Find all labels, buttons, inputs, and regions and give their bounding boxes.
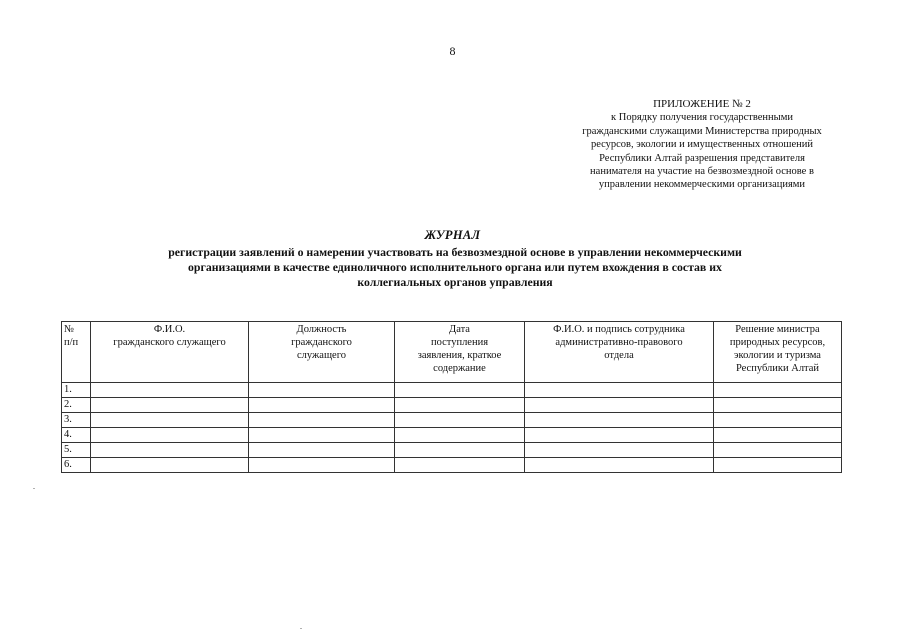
page-number: 8 <box>449 44 456 58</box>
table-row <box>62 443 842 458</box>
table-cell <box>395 428 525 443</box>
table-cell <box>395 383 525 398</box>
header-cell-employee-signature <box>525 322 714 383</box>
table-cell <box>525 413 714 428</box>
row-number-cell: 5. <box>62 443 91 458</box>
header-line: гражданского <box>291 337 352 348</box>
table-cell <box>395 398 525 413</box>
header-line: служащего <box>297 350 346 361</box>
appendix-line: нанимателя на участие на безвозмездной основе в <box>590 166 814 178</box>
row-number-cell: 6. <box>62 458 91 473</box>
table-cell <box>395 443 525 458</box>
table-cell <box>91 398 249 413</box>
table-cell <box>91 413 249 428</box>
header-line: экологии и туризма <box>734 350 821 361</box>
appendix-line: ресурсов, экологии и имущественных отношений <box>590 139 814 151</box>
appendix-heading: ПРИЛОЖЕНИЕ № 2 <box>653 98 751 110</box>
row-number-cell: 3. <box>62 413 91 428</box>
table-cell <box>395 413 525 428</box>
header-line: содержание <box>433 363 486 374</box>
appendix-line: к Порядку получения государственными <box>611 112 793 124</box>
header-line: п/п <box>64 337 79 348</box>
header-cell-minister-decision <box>714 322 842 383</box>
table-row <box>62 398 842 413</box>
table-cell <box>714 383 842 398</box>
header-line: Республики Алтай <box>735 363 820 374</box>
table-cell <box>525 398 714 413</box>
appendix-line: управлении некоммерческими организациями <box>598 179 806 191</box>
appendix-line: гражданскими служащими Министерства природных <box>582 125 822 137</box>
table-cell <box>395 458 525 473</box>
row-number-cell: 4. <box>62 428 91 443</box>
row-number-cell: 2. <box>62 398 91 413</box>
table-header-row <box>62 322 842 383</box>
table-row <box>62 413 842 428</box>
table-cell <box>525 428 714 443</box>
appendix-line: Республики Алтай разрешения представителя <box>599 152 805 164</box>
table-cell <box>91 428 249 443</box>
header-cell-position <box>249 322 395 383</box>
table-cell <box>91 383 249 398</box>
header-line: Ф.И.О. и подпись сотрудника <box>553 324 685 335</box>
table-cell <box>525 458 714 473</box>
header-cell-full-name <box>91 322 249 383</box>
table-cell <box>249 443 395 458</box>
row-number-cell: 1. <box>62 383 91 398</box>
register-table <box>61 321 842 473</box>
header-line: поступления <box>430 337 489 348</box>
header-line: Дата <box>449 324 470 335</box>
header-line: заявления, краткое <box>417 350 502 361</box>
journal-subtitle-line: коллегиальных органов управления <box>357 275 553 289</box>
header-line: административно-правового <box>555 337 683 348</box>
table-cell <box>525 383 714 398</box>
scan-speck <box>33 488 35 489</box>
table-cell <box>249 458 395 473</box>
header-line: Ф.И.О. <box>153 324 186 335</box>
journal-subtitle <box>60 245 850 290</box>
journal-title: ЖУРНАЛ <box>424 228 481 242</box>
table-cell <box>525 443 714 458</box>
header-line: Должность <box>296 324 347 335</box>
header-cell-date <box>395 322 525 383</box>
table-cell <box>714 413 842 428</box>
table-cell <box>91 443 249 458</box>
table-cell <box>249 413 395 428</box>
header-line: отдела <box>604 350 634 361</box>
table-cell <box>91 458 249 473</box>
table-cell <box>714 458 842 473</box>
table-cell <box>714 443 842 458</box>
table-cell <box>249 428 395 443</box>
table-cell <box>249 383 395 398</box>
header-line: гражданского служащего <box>113 337 226 348</box>
journal-subtitle-line: организациями в качестве единоличного исполнительного органа или путем вхождения в состав их <box>188 260 722 274</box>
table-row <box>62 428 842 443</box>
header-line: природных ресурсов, <box>729 337 826 348</box>
header-line: Решение министра <box>735 324 820 335</box>
header-cell-number <box>62 322 91 383</box>
table-row <box>62 458 842 473</box>
scan-speck <box>300 628 302 629</box>
table-cell <box>249 398 395 413</box>
appendix-block <box>552 98 852 192</box>
journal-subtitle-line: регистрации заявлений о намерении участвовать на безвозмездной основе в управлении некоммерческими <box>168 245 742 259</box>
table-row <box>62 383 842 398</box>
header-line: № <box>64 324 75 335</box>
table-cell <box>714 428 842 443</box>
table-cell <box>714 398 842 413</box>
